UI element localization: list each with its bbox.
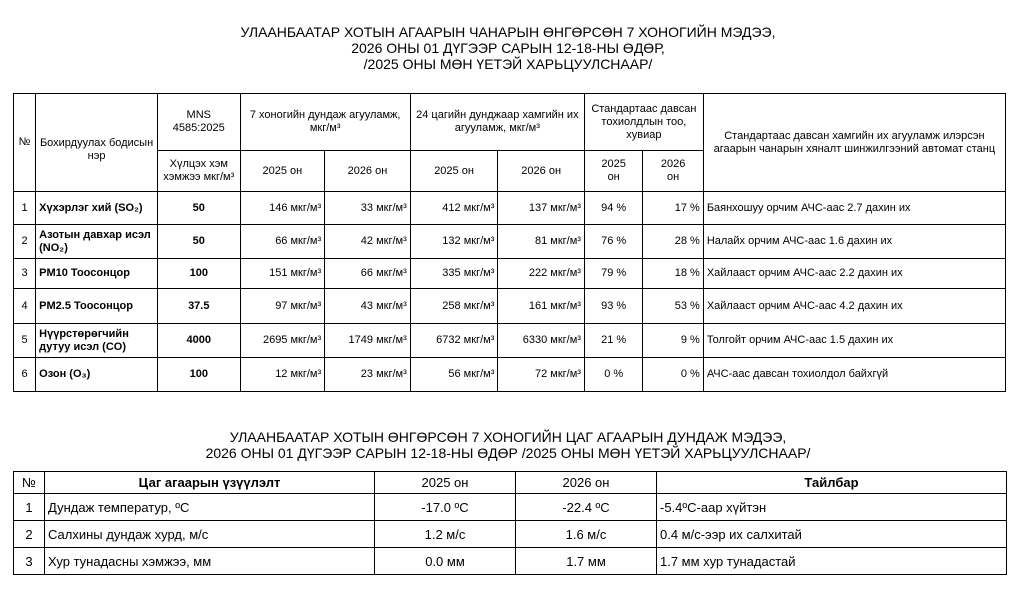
- station: Толгойт орчим АЧС-аас 1.5 дахин их: [703, 324, 1005, 358]
- exceed-2025: 0 %: [584, 358, 642, 392]
- limit-value: 100: [157, 358, 240, 392]
- note: 0.4 м/с-ээр их салхитай: [657, 521, 1007, 548]
- row-no: 3: [14, 548, 45, 575]
- header-pollutant: Бохирдуулах бодисын нэр: [36, 94, 158, 192]
- pollutant-name: Озон (O₃): [36, 358, 158, 392]
- max-2026: 6330 мкг/м³: [498, 324, 585, 358]
- pollutant-name: PM10 Тоосонцор: [36, 259, 158, 289]
- max-2026: 81 мкг/м³: [498, 225, 585, 259]
- row-no: 5: [14, 324, 36, 358]
- pollutant-name: Хүхэрлэг хий (SO₂): [36, 192, 158, 225]
- exceed-2026: 18 %: [643, 259, 703, 289]
- air-quality-table: [13, 93, 1006, 392]
- avg-2025: 146 мкг/м³: [240, 192, 325, 225]
- avg-2025: 2695 мкг/м³: [240, 324, 325, 358]
- max-2025: 132 мкг/м³: [410, 225, 498, 259]
- row-no: 2: [14, 521, 45, 548]
- indicator: Хур тунадасны хэмжээ, мм: [45, 548, 375, 575]
- avg-2026: 42 мкг/м³: [325, 225, 411, 259]
- value-2025: -17.0 ºC: [375, 494, 516, 521]
- table-row: [14, 192, 1006, 225]
- value-2025: 0.0 мм: [375, 548, 516, 575]
- title-line-2: 2026 ОНЫ 01 ДҮГЭЭР САРЫН 12-18-НЫ ӨДӨР,: [351, 40, 665, 56]
- avg-2026: 33 мкг/м³: [325, 192, 411, 225]
- max-2025: 412 мкг/м³: [410, 192, 498, 225]
- header-limit: Хүлцэх хэм хэмжээ мкг/м³: [157, 151, 240, 192]
- header-ex-2025: 2025 он: [584, 151, 642, 192]
- max-2026: 222 мкг/м³: [498, 259, 585, 289]
- value-2026: 1.7 мм: [516, 548, 657, 575]
- max-2025: 335 мкг/м³: [410, 259, 498, 289]
- value-2026: -22.4 ºC: [516, 494, 657, 521]
- exceed-2026: 28 %: [643, 225, 703, 259]
- exceed-2026: 17 %: [643, 192, 703, 225]
- station: АЧС-аас давсан тохиолдол байхгүй: [703, 358, 1005, 392]
- table-row: [14, 548, 1007, 575]
- report-title-air-quality: [0, 24, 1016, 72]
- title2-line-1: УЛААНБААТАР ХОТЫН ӨНГӨРСӨН 7 ХОНОГИЙН ЦАГ АГААРЫН ДУНДАЖ МЭДЭЭ,: [229, 429, 787, 445]
- exceed-2025: 93 %: [584, 289, 642, 324]
- table-row: [14, 358, 1006, 392]
- avg-2025: 12 мкг/м³: [240, 358, 325, 392]
- header-exceed: Стандартаас давсан тохиолдлын тоо, хувиар: [584, 94, 703, 151]
- title-line-1: УЛААНБААТАР ХОТЫН АГААРЫН ЧАНАРЫН ӨНГӨРСӨН 7 ХОНОГИЙН МЭДЭЭ,: [240, 24, 776, 40]
- note: 1.7 мм хур тунадастай: [657, 548, 1007, 575]
- station: Баянхошуу орчим АЧС-аас 2.7 дахин их: [703, 192, 1005, 225]
- header-no: №: [14, 472, 45, 494]
- exceed-2026: 0 %: [643, 358, 703, 392]
- row-no: 1: [14, 494, 45, 521]
- table-row: [14, 289, 1006, 324]
- header-avg7: 7 хоногийн дундаж агууламж, мкг/м³: [240, 94, 410, 151]
- station: Хайлааст орчим АЧС-аас 4.2 дахин их: [703, 289, 1005, 324]
- table-row: [14, 324, 1006, 358]
- row-no: 1: [14, 192, 36, 225]
- exceed-2025: 76 %: [584, 225, 642, 259]
- header-avg-2025: 2025 он: [240, 151, 325, 192]
- indicator: Салхины дундаж хурд, м/с: [45, 521, 375, 548]
- header-ex-2026: 2026 он: [643, 151, 703, 192]
- exceed-2026: 53 %: [643, 289, 703, 324]
- title-line-3: /2025 ОНЫ МӨН ҮЕТЭЙ ХАРЬЦУУЛСНААР/: [363, 56, 653, 72]
- max-2025: 56 мкг/м³: [410, 358, 498, 392]
- avg-2026: 23 мкг/м³: [325, 358, 411, 392]
- header-mns: MNS 4585:2025: [157, 94, 240, 151]
- exceed-2025: 79 %: [584, 259, 642, 289]
- table-row: [14, 521, 1007, 548]
- value-2026: 1.6 м/с: [516, 521, 657, 548]
- avg-2026: 1749 мкг/м³: [325, 324, 411, 358]
- header-no: №: [14, 94, 36, 192]
- limit-value: 50: [157, 192, 240, 225]
- station: Налайх орчим АЧС-аас 1.6 дахин их: [703, 225, 1005, 259]
- row-no: 6: [14, 358, 36, 392]
- limit-value: 4000: [157, 324, 240, 358]
- max-2026: 72 мкг/м³: [498, 358, 585, 392]
- indicator: Дундаж температур, ºC: [45, 494, 375, 521]
- avg-2025: 97 мкг/м³: [240, 289, 325, 324]
- header-2025: 2025 он: [375, 472, 516, 494]
- header-avg-2026: 2026 он: [325, 151, 411, 192]
- limit-value: 100: [157, 259, 240, 289]
- avg-2026: 66 мкг/м³: [325, 259, 411, 289]
- exceed-2026: 9 %: [643, 324, 703, 358]
- avg-2025: 151 мкг/м³: [240, 259, 325, 289]
- report-title-weather: [0, 429, 1016, 461]
- exceed-2025: 94 %: [584, 192, 642, 225]
- max-2025: 6732 мкг/м³: [410, 324, 498, 358]
- table-row: [14, 225, 1006, 259]
- limit-value: 37.5: [157, 289, 240, 324]
- max-2026: 161 мкг/м³: [498, 289, 585, 324]
- weather-table: [13, 471, 1007, 575]
- header-indicator: Цаг агаарын үзүүлэлт: [45, 472, 375, 494]
- row-no: 4: [14, 289, 36, 324]
- header-max-2025: 2025 он: [410, 151, 498, 192]
- table-row: [14, 494, 1007, 521]
- avg-2025: 66 мкг/м³: [240, 225, 325, 259]
- pollutant-name: Нүүрстөрөгчийн дутуу исэл (CO): [36, 324, 158, 358]
- note: -5.4ºC-аар хүйтэн: [657, 494, 1007, 521]
- header-note: Тайлбар: [657, 472, 1007, 494]
- exceed-2025: 21 %: [584, 324, 642, 358]
- pollutant-name: PM2.5 Тоосонцор: [36, 289, 158, 324]
- table-row: [14, 259, 1006, 289]
- title2-line-2: 2026 ОНЫ 01 ДҮГЭЭР САРЫН 12-18-НЫ ӨДӨР /2025 ОНЫ МӨН ҮЕТЭЙ ХАРЬЦУУЛСНААР/: [205, 445, 811, 461]
- avg-2026: 43 мкг/м³: [325, 289, 411, 324]
- max-2025: 258 мкг/м³: [410, 289, 498, 324]
- station: Хайлааст орчим АЧС-аас 2.2 дахин их: [703, 259, 1005, 289]
- row-no: 2: [14, 225, 36, 259]
- header-station: Стандартаас давсан хамгийн их агууламж илэрсэн агаарын чанарын хяналт шинжилгээний автомат станц: [703, 94, 1005, 192]
- header-max-2026: 2026 он: [498, 151, 585, 192]
- value-2025: 1.2 м/с: [375, 521, 516, 548]
- header-max24: 24 цагийн дунджаар хамгийн их агууламж, мкг/м³: [410, 94, 584, 151]
- pollutant-name: Азотын давхар исэл (NO₂): [36, 225, 158, 259]
- header-2026: 2026 он: [516, 472, 657, 494]
- row-no: 3: [14, 259, 36, 289]
- max-2026: 137 мкг/м³: [498, 192, 585, 225]
- limit-value: 50: [157, 225, 240, 259]
